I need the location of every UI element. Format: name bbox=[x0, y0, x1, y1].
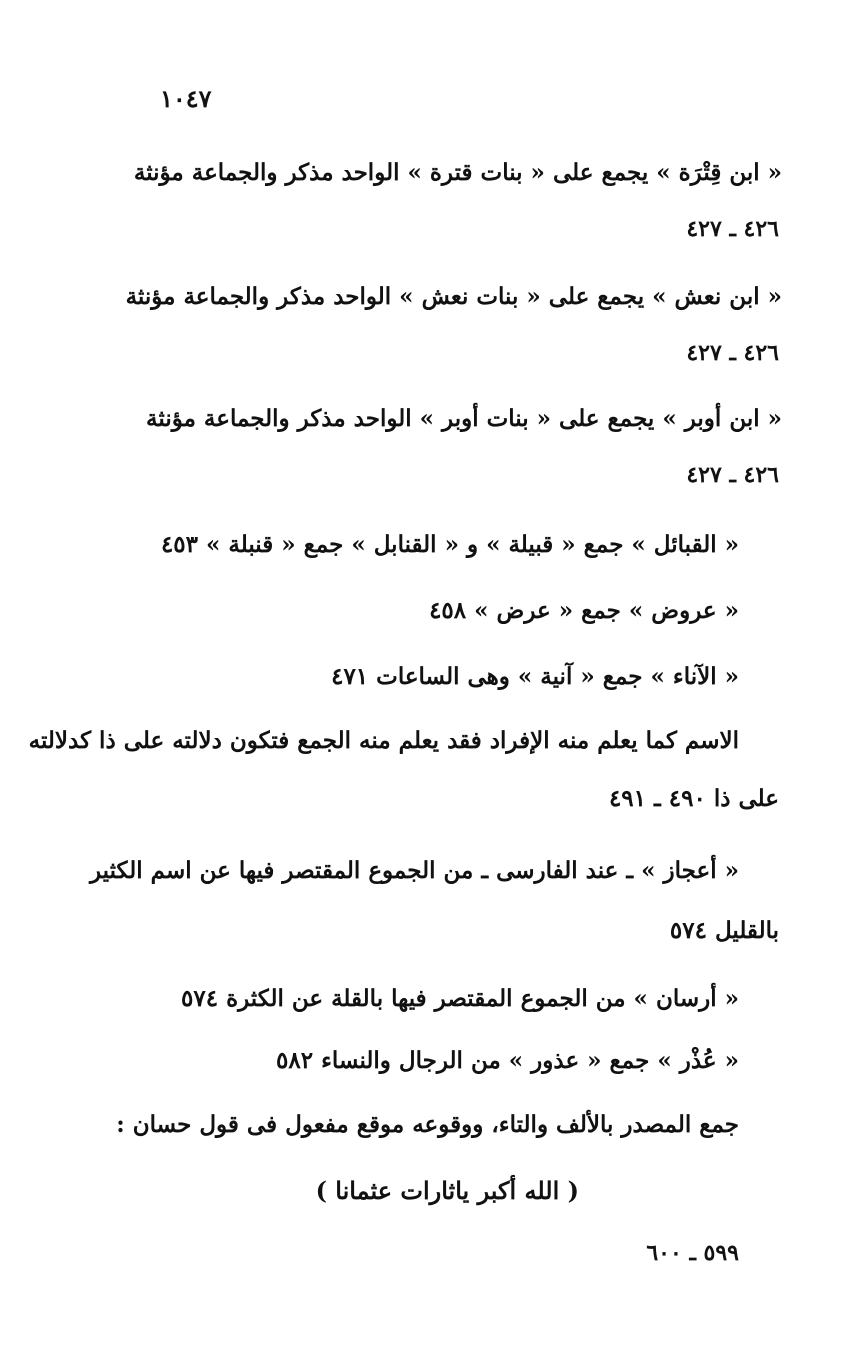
entry-ajaz-line2: بالقليل ٥٧٤ bbox=[669, 917, 779, 944]
final-page-refs: ٥٩٩ ـ ٦٠٠ bbox=[646, 1240, 739, 1266]
entry-ibn-qitra: « ابن قِتْرَة » يجمع على « بنات قترة » الواحد مذكر والجماعة مؤنثة bbox=[133, 159, 782, 186]
entry-ibn-nash-refs: ٤٢٦ ـ ٤٢٧ bbox=[686, 340, 779, 366]
entry-udhr: « عُذْر » جمع « عذور » من الرجال والنساء ٥٨٢ bbox=[276, 1047, 739, 1074]
poetry-verse: ( الله أكبر ياثارات عثمانا ) bbox=[315, 1176, 579, 1205]
entry-ibn-nash: « ابن نعش » يجمع على « بنات نعش » الواحد مذكر والجماعة مؤنثة bbox=[125, 283, 782, 310]
entry-masdar: جمع المصدر بالألف والتاء، ووقوعه موقع مفعول فى قول حسان : bbox=[116, 1111, 739, 1138]
entry-urud: « عروض » جمع « عرض » ٤٥٨ bbox=[429, 597, 739, 624]
entry-ibn-awbar: « ابن أوبر » يجمع على « بنات أوبر » الواحد مذكر والجماعة مؤنثة bbox=[146, 405, 782, 432]
entry-anaa: « الآناء » جمع « آنية » وهى الساعات ٤٧١ bbox=[331, 663, 739, 690]
entry-ism-line2: على ذا ٤٩٠ ـ ٤٩١ bbox=[608, 785, 779, 812]
entry-ajaz-line1: « أعجاز » ـ عند الفارسى ـ من الجموع المقتصر فيها عن اسم الكثير bbox=[89, 857, 739, 884]
entry-ism-line1: الاسم كما يعلم منه الإفراد فقد يعلم منه الجمع فتكون دلالته على ذا كدلالته bbox=[28, 727, 739, 754]
entry-arsan: « أرسان » من الجموع المقتصر فيها بالقلة عن الكثرة ٥٧٤ bbox=[181, 985, 739, 1012]
entry-qabail: « القبائل » جمع « قبيلة » و « القنابل » جمع « قنبلة » ٤٥٣ bbox=[160, 531, 739, 558]
entry-ibn-qitra-refs: ٤٢٦ ـ ٤٢٧ bbox=[686, 216, 779, 242]
page-number: ١٠٤٧ bbox=[160, 84, 212, 113]
entry-ibn-awbar-refs: ٤٢٦ ـ ٤٢٧ bbox=[686, 462, 779, 488]
